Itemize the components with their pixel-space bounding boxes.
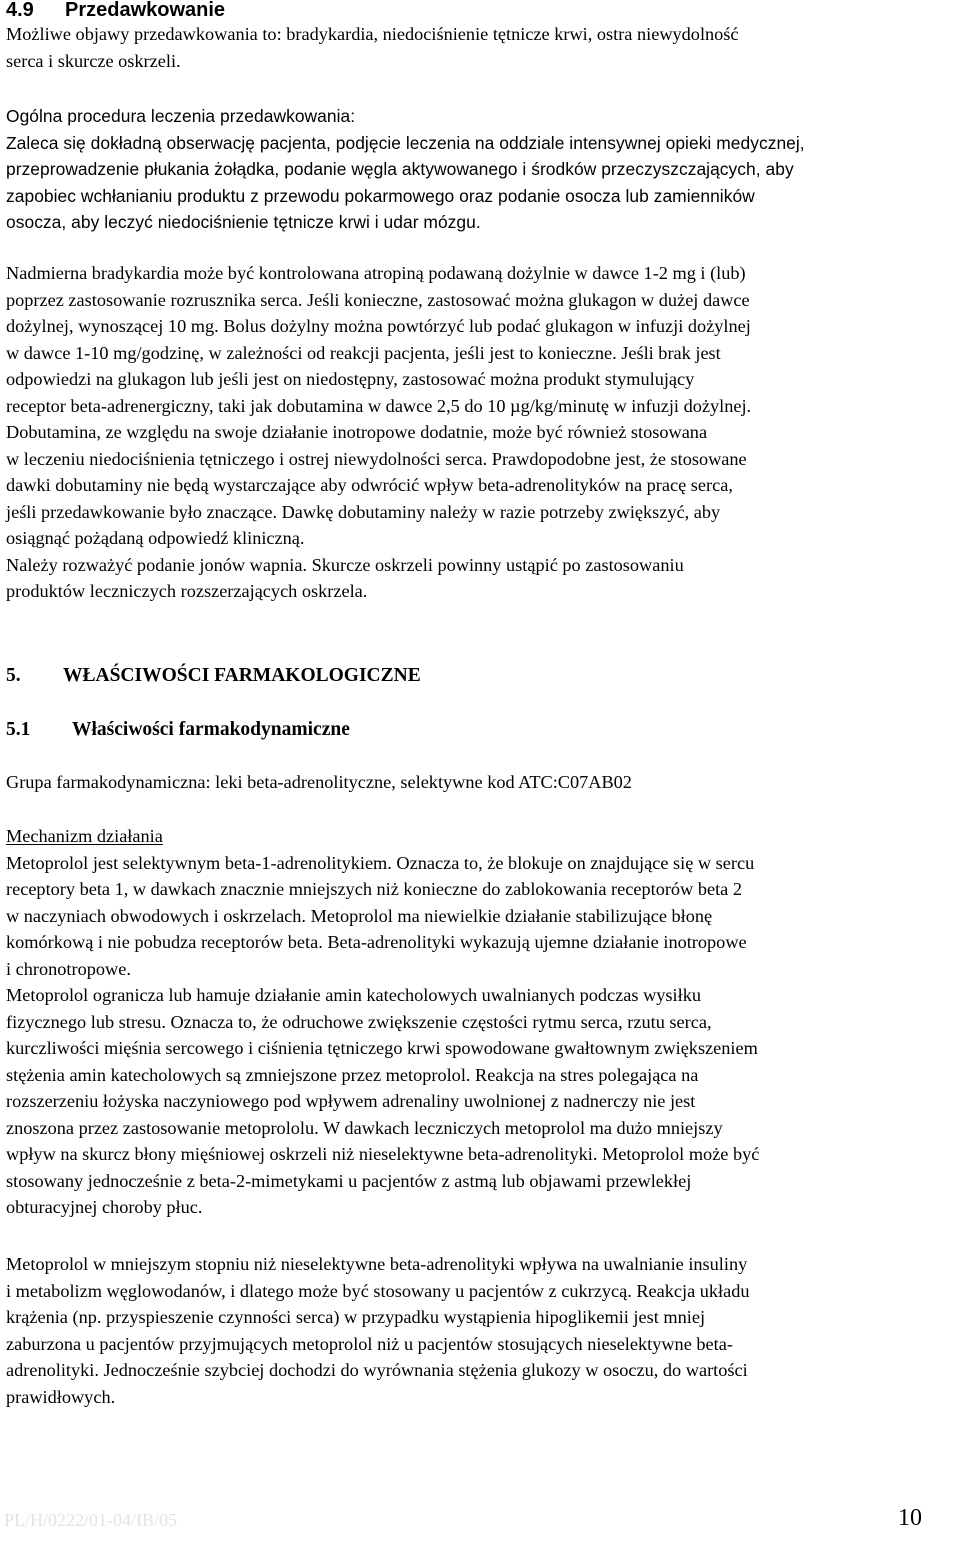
text-line: zaburzona u pacjentów przyjmujących metoprolol niż u pacjentów stosujących nieselektywne beta- xyxy=(6,1333,733,1354)
text-line: odpowiedzi na glukagon lub jeśli jest on niedostępny, zastosować można produkt stymulujący xyxy=(6,369,695,389)
text-line: Nadmierna bradykardia może być kontrolowana atropiną podawaną dożylnie w dawce 1-2 mg i (lub) xyxy=(6,263,746,283)
page-number: 10 xyxy=(898,1505,922,1531)
insulin-paragraph xyxy=(6,1251,960,1410)
text-line: Metoprolol jest selektywnym beta-1-adrenolitykiem. Oznacza to, że blokuje on znajdujące się w sercu xyxy=(6,852,755,873)
text-line: wpływ na skurcz błony mięśniowej oskrzeli niż nieselektywne beta-adrenolityki. Metoprolol może być xyxy=(6,1144,760,1164)
section-number: 5. xyxy=(6,665,21,686)
section-number: 4.9 xyxy=(6,0,34,21)
text-line: w dawce 1-10 mg/godzinę, w zależności od reakcji pacjenta, jeśli jest to konieczne. Jeśli brak jest xyxy=(6,342,721,363)
text-line: w naczyniach obwodowych i oskrzelach. Metoprolol ma niewielkie działanie stabilizujące błonę xyxy=(6,905,713,926)
section-title: Przedawkowanie xyxy=(65,0,226,21)
overdose-treatment-paragraph xyxy=(6,260,960,605)
text-line: Należy rozważyć podanie jonów wapnia. Skurcze oskrzeli powinny ustąpić po zastosowaniu xyxy=(6,554,684,575)
text-line: zapobiec wchłanianiu produktu z przewodu pokarmowego oraz podanie osocza lub zamienników xyxy=(6,185,755,206)
text-line: jeśli przedawkowanie było znaczące. Dawkę dobutaminy należy w razie potrzeby zwiększyć, aby xyxy=(6,501,721,522)
text-line: osiągnąć pożądaną odpowiedź kliniczną. xyxy=(6,528,305,548)
text-line: przeprowadzenie płukania żołądka, podanie węgla aktywowanego i środków przeczyszczających, aby xyxy=(6,159,794,179)
section-number: 5.1 xyxy=(6,719,31,740)
section-heading-5 xyxy=(6,663,421,689)
text-line: adrenolityki. Jednocześnie szybciej dochodzi do wyrównania stężenia glukozy w osoczu, do wartości xyxy=(6,1360,748,1380)
text-line: w leczeniu niedociśnienia tętniczego i ostrej niewydolności serca. Prawdopodobne jest, że stosowane xyxy=(6,448,747,469)
text-line: produktów leczniczych rozszerzających oskrzela. xyxy=(6,581,368,601)
text-line: i chronotropowe. xyxy=(6,958,131,979)
text-line: Metoprolol w mniejszym stopniu niż nieselektywne beta-adrenolityki wpływa na uwalnianie insuliny xyxy=(6,1254,748,1274)
text-line: stosowany jednocześnie z beta-2-mimetykami u pacjentów z astmą lub objawami przewlekłej xyxy=(6,1170,692,1191)
text-line: Dobutamina, ze względu na swoje działanie inotropowe dodatnie, może być również stosowana xyxy=(6,422,708,442)
text-line: kurczliwości mięśnia sercowego i ciśnienia tętniczego krwi spowodowane gwałtownym zwiększeniem xyxy=(6,1038,758,1058)
section-heading-4-9 xyxy=(6,0,225,23)
text-line: Zaleca się dokładną obserwację pacjenta, podjęcie leczenia na oddziale intensywnej opieki medycznej, xyxy=(6,132,805,153)
mechanism-heading: Mechanizm działania xyxy=(6,826,163,846)
text-line: Możliwe objawy przedawkowania to: bradykardia, niedociśnienie tętnicze krwi, ostra niewydolność xyxy=(6,24,739,44)
text-line: fizycznego lub stresu. Oznacza to, że odruchowe zwiększenie częstości rytmu serca, rzutu serca, xyxy=(6,1011,712,1032)
text-line: Metoprolol ogranicza lub hamuje działanie amin katecholowych uwalnianych podczas wysiłku xyxy=(6,985,701,1005)
text-line: stężenia amin katecholowych są zmniejszone przez metoprolol. Reakcja na stres polegająca na xyxy=(6,1064,699,1085)
pharmacotherapeutic-group xyxy=(6,769,960,796)
text-line: Ogólna procedura leczenia przedawkowania: xyxy=(6,106,356,126)
text-line: Grupa farmakodynamiczna: leki beta-adrenolityczne, selektywne kod ATC:C07AB02 xyxy=(6,772,632,792)
mechanism-paragraph xyxy=(6,823,960,1221)
text-line: osocza, aby leczyć niedociśnienie tętnicze krwi i udar mózgu. xyxy=(6,212,481,232)
text-line: obturacyjnej choroby płuc. xyxy=(6,1197,203,1217)
text-line: dawki dobutaminy nie będą wystarczające aby odwrócić wpływ beta-adrenolityków na pracę serca, xyxy=(6,475,733,495)
overdose-symptoms-paragraph xyxy=(6,21,960,74)
text-line: znoszona przez zastosowanie metoprololu. W dawkach leczniczych metoprolol ma dużo mniejszy xyxy=(6,1117,723,1138)
overdose-procedure-paragraph xyxy=(6,103,960,236)
text-line: receptory beta 1, w dawkach znacznie mniejszych niż konieczne do zablokowania receptorów beta 2 xyxy=(6,879,742,899)
text-line: komórkową i nie pobudza receptorów beta. Beta-adrenolityki wykazują ujemne działanie inotropowe xyxy=(6,932,747,952)
text-line: receptor beta-adrenergiczny, taki jak dobutamina w dawce 2,5 do 10 µg/kg/minutę w infuzji dożylnej. xyxy=(6,395,752,416)
text-line: dożylnej, wynoszącej 10 mg. Bolus dożylny można powtórzyć lub podać glukagon w infuzji dożylnej xyxy=(6,316,751,336)
section-heading-5-1 xyxy=(6,717,350,743)
text-line: rozszerzeniu łożyska naczyniowego pod wpływem adrenaliny uwolnionej z nadnerczy nie jest xyxy=(6,1091,696,1111)
text-line: i metabolizm węglowodanów, i dlatego może być stosowany u pacjentów z cukrzycą. Reakcja układu xyxy=(6,1280,750,1301)
section-title: WŁAŚCIWOŚCI FARMAKOLOGICZNE xyxy=(63,665,421,686)
text-line: poprzez zastosowanie rozrusznika serca. Jeśli konieczne, zastosować można glukagon w dużej dawce xyxy=(6,289,750,310)
footer-document-code: PL/H/0222/01-04/IB/05 xyxy=(4,1510,178,1530)
text-line: krążenia (np. przyspieszenie czynności serca) w przypadku wystąpienia hipoglikemii jest mniej xyxy=(6,1307,706,1327)
section-title: Właściwości farmakodynamiczne xyxy=(72,719,350,740)
text-line: prawidłowych. xyxy=(6,1386,116,1407)
text-line: serca i skurcze oskrzeli. xyxy=(6,50,181,71)
